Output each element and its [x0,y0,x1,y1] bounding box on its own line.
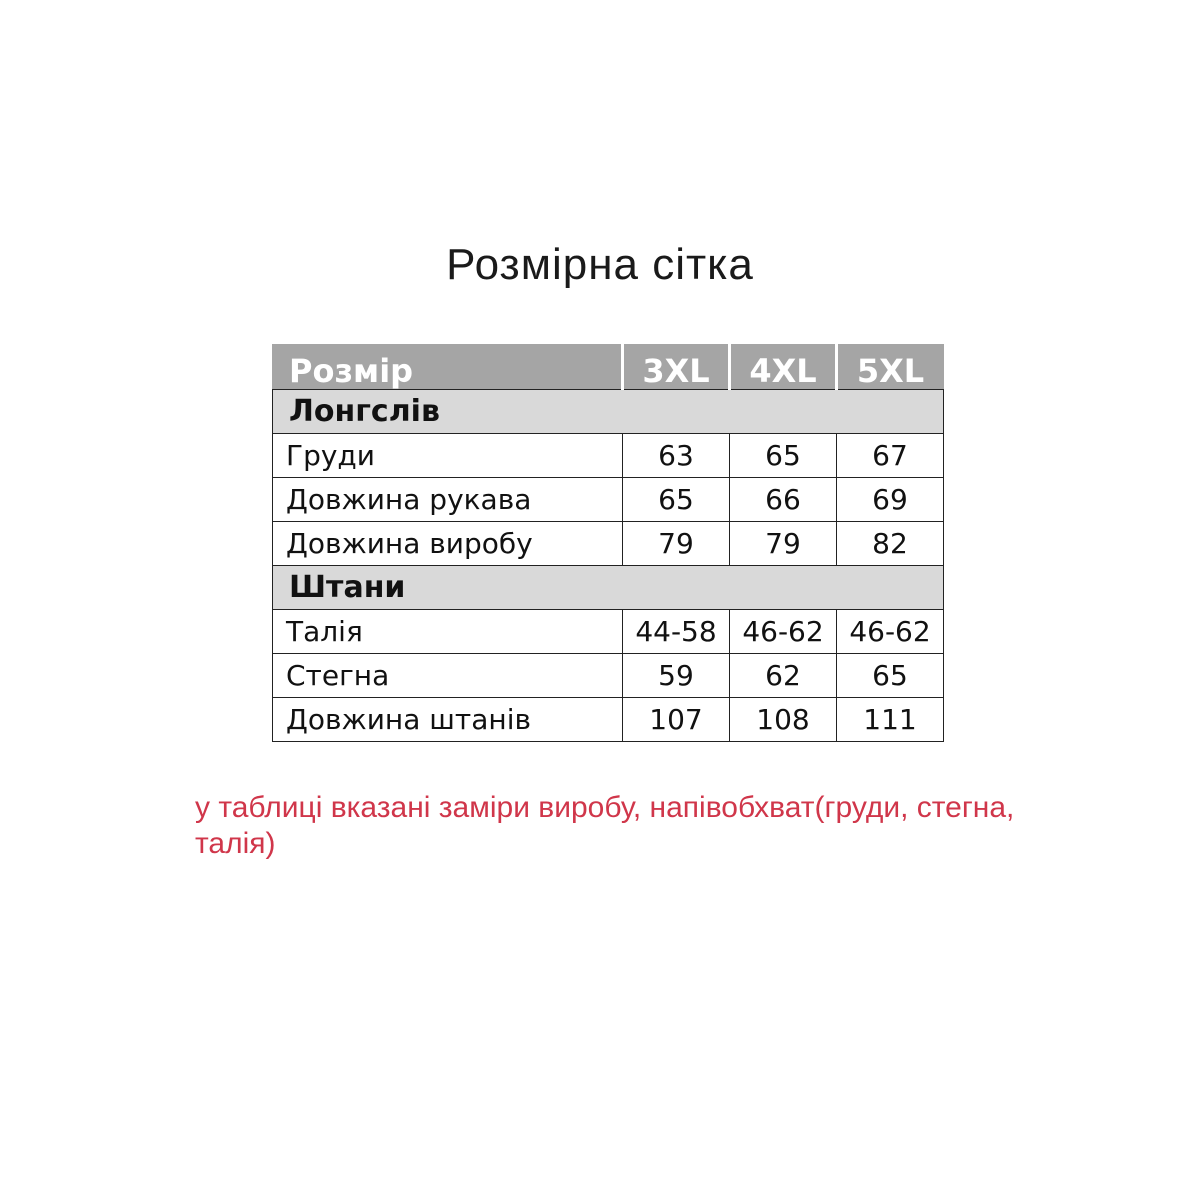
table-row [273,654,944,698]
header-size-label: Розмір [273,344,623,390]
table-row [273,522,944,566]
cell-value: 46-62 [837,610,944,654]
row-label: Довжина рукава [273,478,623,522]
table-row [273,610,944,654]
size-chart-table [272,344,944,742]
page-title: Розмірна сітка [446,240,754,289]
cell-value: 63 [623,434,730,478]
row-label: Стегна [273,654,623,698]
row-label: Довжина штанів [273,698,623,742]
cell-value: 79 [730,522,837,566]
row-label: Довжина виробу [273,522,623,566]
measurement-note: у таблиці вказані заміри виробу, напівобхват(груди, стегна, талія) [195,791,1015,860]
table-header-row [273,344,944,390]
table-row [273,698,944,742]
header-size-5xl: 5XL [837,344,944,390]
cell-value: 67 [837,434,944,478]
cell-value: 66 [730,478,837,522]
row-label: Груди [273,434,623,478]
cell-value: 44-58 [623,610,730,654]
cell-value: 111 [837,698,944,742]
cell-value: 59 [623,654,730,698]
cell-value: 108 [730,698,837,742]
section-row-longsleeve [273,390,944,434]
cell-value: 62 [730,654,837,698]
cell-value: 82 [837,522,944,566]
cell-value: 79 [623,522,730,566]
header-size-3xl: 3XL [623,344,730,390]
cell-value: 46-62 [730,610,837,654]
cell-value: 65 [837,654,944,698]
row-label: Талія [273,610,623,654]
cell-value: 69 [837,478,944,522]
cell-value: 65 [623,478,730,522]
cell-value: 107 [623,698,730,742]
section-title: Штани [273,566,944,610]
table-row [273,434,944,478]
table-row [273,478,944,522]
section-row-pants [273,566,944,610]
cell-value: 65 [730,434,837,478]
section-title: Лонгслів [273,390,944,434]
header-size-4xl: 4XL [730,344,837,390]
